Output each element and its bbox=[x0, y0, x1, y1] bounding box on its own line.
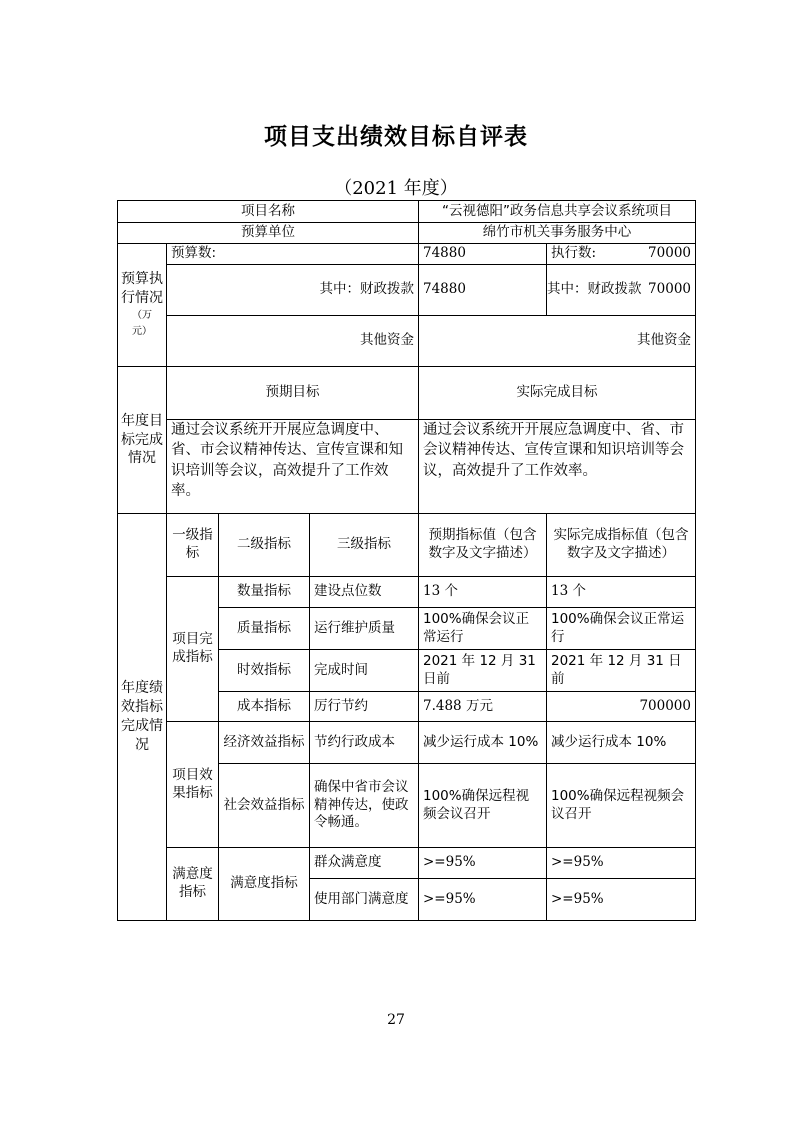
table-row bbox=[118, 848, 696, 879]
actual-value-cell: 700000 bbox=[547, 692, 696, 722]
level3-cell: 建设点位数 bbox=[310, 577, 419, 608]
level2-cell: 数量指标 bbox=[219, 577, 310, 608]
actual-value-cell: 2021 年 12 月 31 日前 bbox=[547, 650, 696, 692]
fiscal-exec-label: 其中：财政拨款 bbox=[547, 281, 642, 298]
level2-cell: 质量指标 bbox=[219, 608, 310, 650]
annual-goal-text-row bbox=[118, 420, 696, 514]
expected-goal-header: 预期目标 bbox=[167, 367, 419, 420]
expected-value-cell: 13 个 bbox=[419, 577, 547, 608]
actual-value-cell: 100%确保会议正常运行 bbox=[547, 608, 696, 650]
actual-value-cell: >=95% bbox=[547, 848, 696, 879]
report-year: （2021 年度） bbox=[334, 178, 458, 199]
expected-value-cell: 减少运行成本 10% bbox=[419, 722, 547, 764]
other-funds-label: 其他资金 bbox=[167, 316, 419, 367]
level2-cell: 时效指标 bbox=[219, 650, 310, 692]
actual-value-header: 实际完成指标值（包含数字及文字描述） bbox=[547, 514, 696, 577]
exec-amount-value: 70000 bbox=[648, 245, 691, 262]
exec-amount-label: 执行数: bbox=[551, 245, 597, 262]
budget-unit-value: 绵竹市机关事务服务中心 bbox=[419, 223, 696, 244]
expected-value-cell: >=95% bbox=[419, 848, 547, 879]
project-name-value: “云视德阳”政务信息共享会议系统项目 bbox=[419, 201, 696, 223]
actual-value-cell: >=95% bbox=[547, 879, 696, 921]
page-number: 27 bbox=[387, 1012, 405, 1028]
table-row bbox=[118, 722, 696, 764]
level1-header: 一级指标 bbox=[167, 514, 219, 577]
fiscal-exec-value: 70000 bbox=[648, 281, 691, 298]
indicator-section-label: 年度绩效指标完成情况 bbox=[118, 514, 167, 921]
expected-value-cell: 2021 年 12 月 31 日前 bbox=[419, 650, 547, 692]
fiscal-row bbox=[118, 265, 696, 316]
level2-header: 二级指标 bbox=[219, 514, 310, 577]
expected-value-cell: 100%确保远程视频会议召开 bbox=[419, 764, 547, 848]
level3-cell: 厉行节约 bbox=[310, 692, 419, 722]
table-row bbox=[118, 577, 696, 608]
budget-unit-row bbox=[118, 223, 696, 244]
level3-header: 三级指标 bbox=[310, 514, 419, 577]
budget-amount-label: 预算数: bbox=[167, 244, 419, 265]
budget-section-text: 预算执行情况 bbox=[121, 271, 163, 306]
actual-value-cell: 减少运行成本 10% bbox=[547, 722, 696, 764]
level1-cell: 满意度指标 bbox=[167, 848, 219, 921]
expected-goal-text: 通过会议系统开开展应急调度中、省、市会议精神传达、宣传宣课和知识培训等会议，高效提升了工作效率。 bbox=[167, 420, 419, 514]
actual-goal-text: 通过会议系统开开展应急调度中、省、市会议精神传达、宣传宣课和知识培训等会议，高效提升了工作效率。 bbox=[419, 420, 696, 514]
budget-row bbox=[118, 244, 696, 265]
budget-unit-label: 预算单位 bbox=[118, 223, 419, 244]
fiscal-exec-cell bbox=[547, 265, 696, 316]
level3-cell: 完成时间 bbox=[310, 650, 419, 692]
project-name-label: 项目名称 bbox=[118, 201, 419, 223]
annual-goal-header-row bbox=[118, 367, 696, 420]
self-evaluation-table bbox=[117, 200, 696, 921]
expected-value-cell: >=95% bbox=[419, 879, 547, 921]
other-funds-row bbox=[118, 316, 696, 367]
level2-cell: 满意度指标 bbox=[219, 848, 310, 921]
annual-goal-section-label: 年度目标完成情况 bbox=[118, 367, 167, 514]
level3-cell: 使用部门满意度 bbox=[310, 879, 419, 921]
level1-cell: 项目完成指标 bbox=[167, 577, 219, 722]
budget-section-label bbox=[118, 244, 167, 367]
exec-amount-cell bbox=[547, 244, 696, 265]
actual-value-cell: 100%确保远程视频会议召开 bbox=[547, 764, 696, 848]
fiscal-budget-cell bbox=[419, 265, 547, 316]
fiscal-budget-label: 其中：财政拨款 bbox=[167, 265, 419, 316]
level2-cell: 经济效益指标 bbox=[219, 722, 310, 764]
actual-value-cell: 13 个 bbox=[547, 577, 696, 608]
other-funds-exec-label: 其他资金 bbox=[419, 316, 696, 367]
budget-amount-value: 74880 bbox=[419, 244, 547, 265]
page-title: 项目支出绩效目标自评表 bbox=[264, 123, 528, 150]
level3-cell: 群众满意度 bbox=[310, 848, 419, 879]
fiscal-budget-value: 74880 bbox=[423, 281, 466, 298]
level2-cell: 成本指标 bbox=[219, 692, 310, 722]
level3-cell: 运行维护质量 bbox=[310, 608, 419, 650]
level3-cell: 确保中省市会议精神传达，使政令畅通。 bbox=[310, 764, 419, 848]
level1-cell: 项目效果指标 bbox=[167, 722, 219, 848]
expected-value-cell: 7.488 万元 bbox=[419, 692, 547, 722]
level3-cell: 节约行政成本 bbox=[310, 722, 419, 764]
expected-value-cell: 100%确保会议正常运行 bbox=[419, 608, 547, 650]
project-name-row bbox=[118, 201, 696, 223]
unit-note-2: 元） bbox=[132, 325, 152, 337]
expected-value-header: 预期指标值（包含数字及文字描述） bbox=[419, 514, 547, 577]
level2-cell: 社会效益指标 bbox=[219, 764, 310, 848]
unit-note-1: （万 bbox=[132, 309, 152, 321]
indicator-header-row bbox=[118, 514, 696, 577]
actual-goal-header: 实际完成目标 bbox=[419, 367, 696, 420]
